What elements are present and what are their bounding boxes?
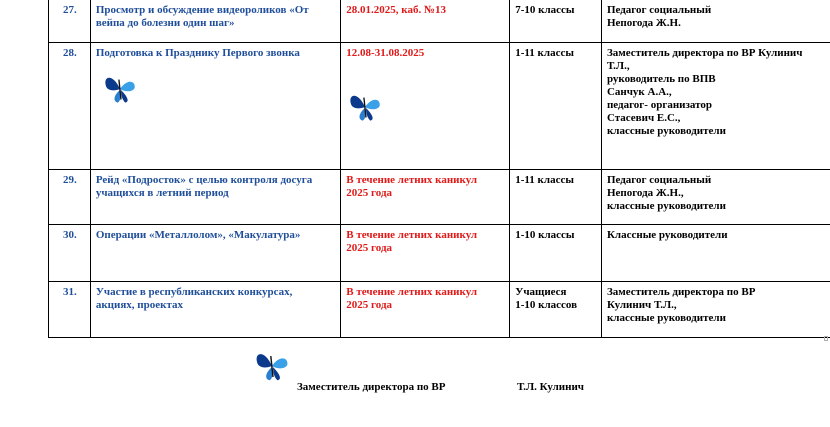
participants-cell — [510, 0, 602, 42]
participants-cell — [510, 224, 602, 281]
event-cell-line: Операции «Металлолом», «Макулатура» — [95, 228, 301, 241]
event-cell-line: Просмотр и обсуждение видеороликов «От — [95, 4, 309, 16]
responsible-cell-line: Заместитель директора по ВР — [606, 285, 756, 298]
table-row — [49, 224, 830, 281]
responsible-cell-line: Санчук А.А., — [606, 85, 672, 98]
row-number: 27. — [49, 0, 91, 42]
signature-name: Т.Л. Кулинич — [517, 381, 584, 393]
participants-cell-line: Учащиеся — [515, 285, 567, 298]
participants-cell — [510, 42, 602, 169]
page-edge-marker — [824, 336, 828, 341]
table-row — [49, 42, 830, 169]
table-row — [49, 169, 830, 224]
row-number: 28. — [49, 42, 91, 169]
row-number: 30. — [49, 224, 91, 281]
participants-cell — [510, 169, 602, 224]
responsible-cell-line: Кулинич Т.Л., — [606, 298, 677, 311]
participants-cell-line: 1-11 классы — [515, 173, 574, 186]
table-row — [49, 281, 830, 337]
date-cell-line: В течение летних каникул — [346, 173, 478, 186]
responsible-cell-line: Педагог социальный — [606, 173, 712, 186]
responsible-cell — [601, 224, 830, 281]
responsible-cell-line: Т.Л., — [606, 59, 630, 72]
butterfly-icon — [345, 86, 387, 128]
responsible-cell — [601, 0, 830, 42]
responsible-cell-line: педагог- организатор — [606, 98, 713, 111]
butterfly-icon — [251, 344, 295, 388]
date-cell — [341, 0, 510, 42]
date-cell-line: 2025 года — [346, 241, 393, 254]
date-cell-line: 2025 года — [346, 298, 393, 311]
date-cell-line: В течение летних каникул — [346, 228, 478, 241]
event-cell — [90, 224, 340, 281]
signature-position: Заместитель директора по ВР — [297, 381, 446, 393]
responsible-cell-line: руководитель по ВПВ — [606, 72, 716, 85]
responsible-cell-line: Заместитель директора по ВР Кулинич — [606, 46, 803, 59]
participants-cell-line: 1-11 классы — [515, 46, 574, 59]
date-cell — [341, 169, 510, 224]
responsible-cell — [601, 281, 830, 337]
responsible-cell-line: классные руководители — [606, 199, 726, 212]
event-cell-line: Участие в республиканских конкурсах, — [95, 285, 293, 298]
date-cell — [341, 224, 510, 281]
table-row — [49, 0, 830, 42]
date-cell — [341, 281, 510, 337]
event-cell-line: учащихся в летний период — [95, 186, 229, 199]
responsible-cell — [601, 169, 830, 224]
butterfly-icon — [100, 68, 142, 110]
responsible-cell-line: Классные руководители — [606, 228, 728, 241]
responsible-cell-line: Непогода Ж.Н. — [606, 17, 681, 29]
event-cell-line: Рейд «Подросток» с целью контроля досуга — [95, 173, 313, 186]
event-cell-line: акциях, проектах — [95, 298, 183, 311]
date-cell-line: 12.08-31.08.2025 — [346, 46, 425, 59]
participants-cell — [510, 281, 602, 337]
row-number: 29. — [49, 169, 91, 224]
participants-cell-line: 7-10 классы — [515, 4, 575, 16]
event-cell — [90, 281, 340, 337]
responsible-cell-line: Непогода Ж.Н., — [606, 186, 684, 199]
event-cell — [90, 0, 340, 42]
event-cell-line: вейпа до болезни один шаг» — [95, 17, 235, 29]
date-cell-line: 28.01.2025, каб. №13 — [346, 4, 447, 16]
participants-cell-line: 1-10 классы — [515, 228, 575, 241]
participants-cell-line: 1-10 классов — [515, 298, 578, 311]
responsible-cell-line: классные руководители — [606, 311, 726, 324]
date-cell-line: В течение летних каникул — [346, 285, 478, 298]
date-cell-line: 2025 года — [346, 186, 393, 199]
responsible-cell-line: Педагог социальный — [606, 4, 712, 16]
events-table — [48, 0, 830, 338]
responsible-cell-line: классные руководители — [606, 124, 726, 137]
row-number: 31. — [49, 281, 91, 337]
responsible-cell-line: Стасевич Е.С., — [606, 111, 681, 124]
event-cell-line: Подготовка к Празднику Первого звонка — [95, 46, 300, 59]
event-cell — [90, 169, 340, 224]
responsible-cell — [601, 42, 830, 169]
